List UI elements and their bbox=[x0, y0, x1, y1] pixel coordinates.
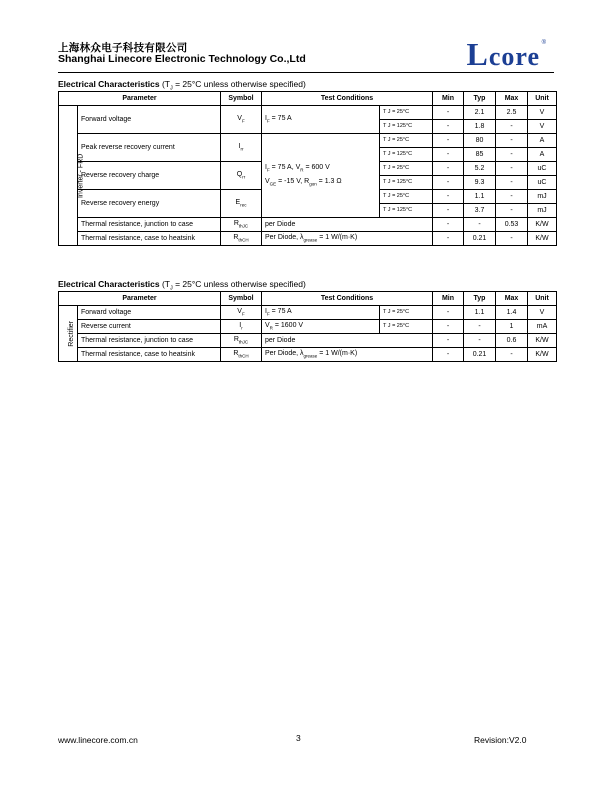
tj-25: T J = 25°C bbox=[380, 306, 433, 320]
col-unit: Unit bbox=[528, 292, 557, 306]
cell-max: - bbox=[496, 204, 528, 218]
col-unit: Unit bbox=[528, 92, 557, 106]
section-title-rectifier: Electrical Characteristics ($T_J = 25^\circ C$ unless otherwise specified) bbox=[58, 279, 306, 292]
cell-min: - bbox=[433, 190, 464, 204]
param-forward-voltage: Forward voltage bbox=[78, 306, 221, 320]
table-row bbox=[59, 232, 557, 246]
cond-forward-voltage: $I_F = 75$ A bbox=[262, 306, 380, 320]
cell-max: - bbox=[496, 162, 528, 176]
tj-125: T J = 125°C bbox=[380, 204, 433, 218]
header-divider bbox=[58, 72, 554, 73]
param-thermal-jc: Thermal resistance, junction to case bbox=[78, 334, 221, 348]
symbol-erec: $E_{rec}$ bbox=[221, 190, 262, 218]
cell-min: - bbox=[433, 204, 464, 218]
cell-max: 0.53 bbox=[496, 218, 528, 232]
cell-min: - bbox=[433, 162, 464, 176]
cell-max: 1.4 bbox=[496, 306, 528, 320]
cell-unit: K/W bbox=[528, 218, 557, 232]
symbol-rthch: $R_{thCH}$ bbox=[221, 348, 262, 362]
symbol-ir: $I_r$ bbox=[221, 320, 262, 334]
cond-thermal-ch: Per Diode, $\lambda_{grease} = 1$ W/(m·K) bbox=[262, 348, 433, 362]
cell-max: 0.6 bbox=[496, 334, 528, 348]
cell-unit: V bbox=[528, 106, 557, 120]
symbol-vf: $V_F$ bbox=[221, 106, 262, 134]
cell-max: - bbox=[496, 148, 528, 162]
cell-unit: mJ bbox=[528, 204, 557, 218]
cell-max: - bbox=[496, 348, 528, 362]
col-parameter: Parameter bbox=[59, 92, 221, 106]
side-label-rectifier: Rectifier bbox=[59, 306, 78, 362]
param-forward-voltage: Forward voltage bbox=[78, 106, 221, 134]
table-row bbox=[59, 320, 557, 334]
cell-min: - bbox=[433, 106, 464, 120]
table-row bbox=[59, 218, 557, 232]
cell-typ: 1.1 bbox=[464, 306, 496, 320]
symbol-irr: $I_{rr}$ bbox=[221, 134, 262, 162]
cond-reverse-current: $V_R = 1600$ V bbox=[262, 320, 380, 334]
cond-shared-switching: $I_F = 75$ A, $V_R = 600$ V $V_{GE} = -15$ V, $R_{gon} = 1.3$ Ω bbox=[262, 134, 380, 218]
side-label-inverter: Inverter - FRD bbox=[59, 106, 78, 246]
section-title-inverter: Electrical Characteristics ($T_J = 25^\circ C$ unless otherwise specified) bbox=[58, 79, 306, 92]
param-thermal-jc: Thermal resistance, junction to case bbox=[78, 218, 221, 232]
inverter-frd-table bbox=[58, 91, 557, 246]
cell-unit: A bbox=[528, 134, 557, 148]
cell-min: - bbox=[433, 232, 464, 246]
tj-25: T J = 25°C bbox=[380, 106, 433, 120]
page-header bbox=[58, 38, 554, 72]
cond-forward-voltage: $I_F = 75$ A bbox=[262, 106, 380, 134]
cell-unit: V bbox=[528, 120, 557, 134]
col-parameter: Parameter bbox=[59, 292, 221, 306]
table-row bbox=[59, 306, 557, 320]
cell-max: 1 bbox=[496, 320, 528, 334]
cell-min: - bbox=[433, 120, 464, 134]
col-typ: Typ bbox=[464, 292, 496, 306]
col-min: Min bbox=[433, 92, 464, 106]
col-symbol: Symbol bbox=[221, 92, 262, 106]
cell-min: - bbox=[433, 306, 464, 320]
param-reverse-current: Reverse current bbox=[78, 320, 221, 334]
tj-25: T J = 25°C bbox=[380, 320, 433, 334]
col-min: Min bbox=[433, 292, 464, 306]
cell-max: 2.5 bbox=[496, 106, 528, 120]
cell-unit: K/W bbox=[528, 232, 557, 246]
cell-typ: - bbox=[464, 218, 496, 232]
col-test-conditions: Test Conditions bbox=[262, 92, 433, 106]
cell-typ: 5.2 bbox=[464, 162, 496, 176]
table-header-row bbox=[59, 92, 557, 106]
cell-typ: - bbox=[464, 334, 496, 348]
col-typ: Typ bbox=[464, 92, 496, 106]
cell-max: - bbox=[496, 190, 528, 204]
cell-min: - bbox=[433, 176, 464, 190]
tj-25: T J = 25°C bbox=[380, 190, 433, 204]
col-test-conditions: Test Conditions bbox=[262, 292, 433, 306]
cond-thermal-ch: Per Diode, $\lambda_{grease} = 1$ W/(m·K) bbox=[262, 232, 433, 246]
cell-typ: 2.1 bbox=[464, 106, 496, 120]
cell-typ: 85 bbox=[464, 148, 496, 162]
cell-max: - bbox=[496, 134, 528, 148]
table-row bbox=[59, 134, 557, 148]
symbol-vf: $V_F$ bbox=[221, 306, 262, 320]
param-thermal-ch: Thermal resistance, case to heatsink bbox=[78, 348, 221, 362]
tj-25: T J = 25°C bbox=[380, 162, 433, 176]
symbol-rthch: $R_{thCH}$ bbox=[221, 232, 262, 246]
linecore-logo: Lcore bbox=[466, 36, 540, 72]
cell-unit: V bbox=[528, 306, 557, 320]
symbol-rthjc: $R_{thJC}$ bbox=[221, 218, 262, 232]
symbol-rthjc: $R_{thJC}$ bbox=[221, 334, 262, 348]
cell-unit: K/W bbox=[528, 348, 557, 362]
tj-125: T J = 125°C bbox=[380, 176, 433, 190]
cell-typ: 0.21 bbox=[464, 348, 496, 362]
tj-125: T J = 125°C bbox=[380, 120, 433, 134]
company-name-english: Shanghai Linecore Electronic Technology Co.,Ltd bbox=[58, 53, 306, 65]
cell-min: - bbox=[433, 348, 464, 362]
cell-max: - bbox=[496, 232, 528, 246]
cell-unit: A bbox=[528, 148, 557, 162]
rectifier-table bbox=[58, 291, 557, 362]
cell-unit: K/W bbox=[528, 334, 557, 348]
cell-max: - bbox=[496, 120, 528, 134]
tj-125: T J = 125°C bbox=[380, 148, 433, 162]
cell-min: - bbox=[433, 218, 464, 232]
cell-min: - bbox=[433, 320, 464, 334]
cell-typ: 9.3 bbox=[464, 176, 496, 190]
table-header-row bbox=[59, 292, 557, 306]
cond-thermal-jc: per Diode bbox=[262, 218, 433, 232]
cell-typ: 3.7 bbox=[464, 204, 496, 218]
registered-mark: ® bbox=[541, 40, 546, 46]
param-thermal-ch: Thermal resistance, case to heatsink bbox=[78, 232, 221, 246]
company-name-chinese: 上海林众电子科技有限公司 bbox=[58, 42, 188, 54]
col-max: Max bbox=[496, 92, 528, 106]
cond-thermal-jc: per Diode bbox=[262, 334, 433, 348]
col-symbol: Symbol bbox=[221, 292, 262, 306]
cell-typ: 80 bbox=[464, 134, 496, 148]
param-recovery-charge: Reverse recovery charge bbox=[78, 162, 221, 190]
cell-min: - bbox=[433, 148, 464, 162]
table-row bbox=[59, 348, 557, 362]
cell-unit: uC bbox=[528, 176, 557, 190]
cell-min: - bbox=[433, 134, 464, 148]
page-number: 3 bbox=[296, 733, 301, 743]
param-peak-recovery-current: Peak reverse recovery current bbox=[78, 134, 221, 162]
footer-website: www.linecore.com.cn bbox=[58, 735, 138, 745]
symbol-qrr: $Q_{rr}$ bbox=[221, 162, 262, 190]
cell-typ: 0.21 bbox=[464, 232, 496, 246]
cell-max: - bbox=[496, 176, 528, 190]
cell-unit: mA bbox=[528, 320, 557, 334]
tj-25: T J = 25°C bbox=[380, 134, 433, 148]
revision-label: Revision:V2.0 bbox=[474, 735, 527, 745]
table-row bbox=[59, 334, 557, 348]
cell-typ: - bbox=[464, 320, 496, 334]
cell-min: - bbox=[433, 334, 464, 348]
param-recovery-energy: Reverse recovery energy bbox=[78, 190, 221, 218]
col-max: Max bbox=[496, 292, 528, 306]
cell-unit: uC bbox=[528, 162, 557, 176]
table-row bbox=[59, 106, 557, 120]
cell-unit: mJ bbox=[528, 190, 557, 204]
cell-typ: 1.1 bbox=[464, 190, 496, 204]
cell-typ: 1.8 bbox=[464, 120, 496, 134]
